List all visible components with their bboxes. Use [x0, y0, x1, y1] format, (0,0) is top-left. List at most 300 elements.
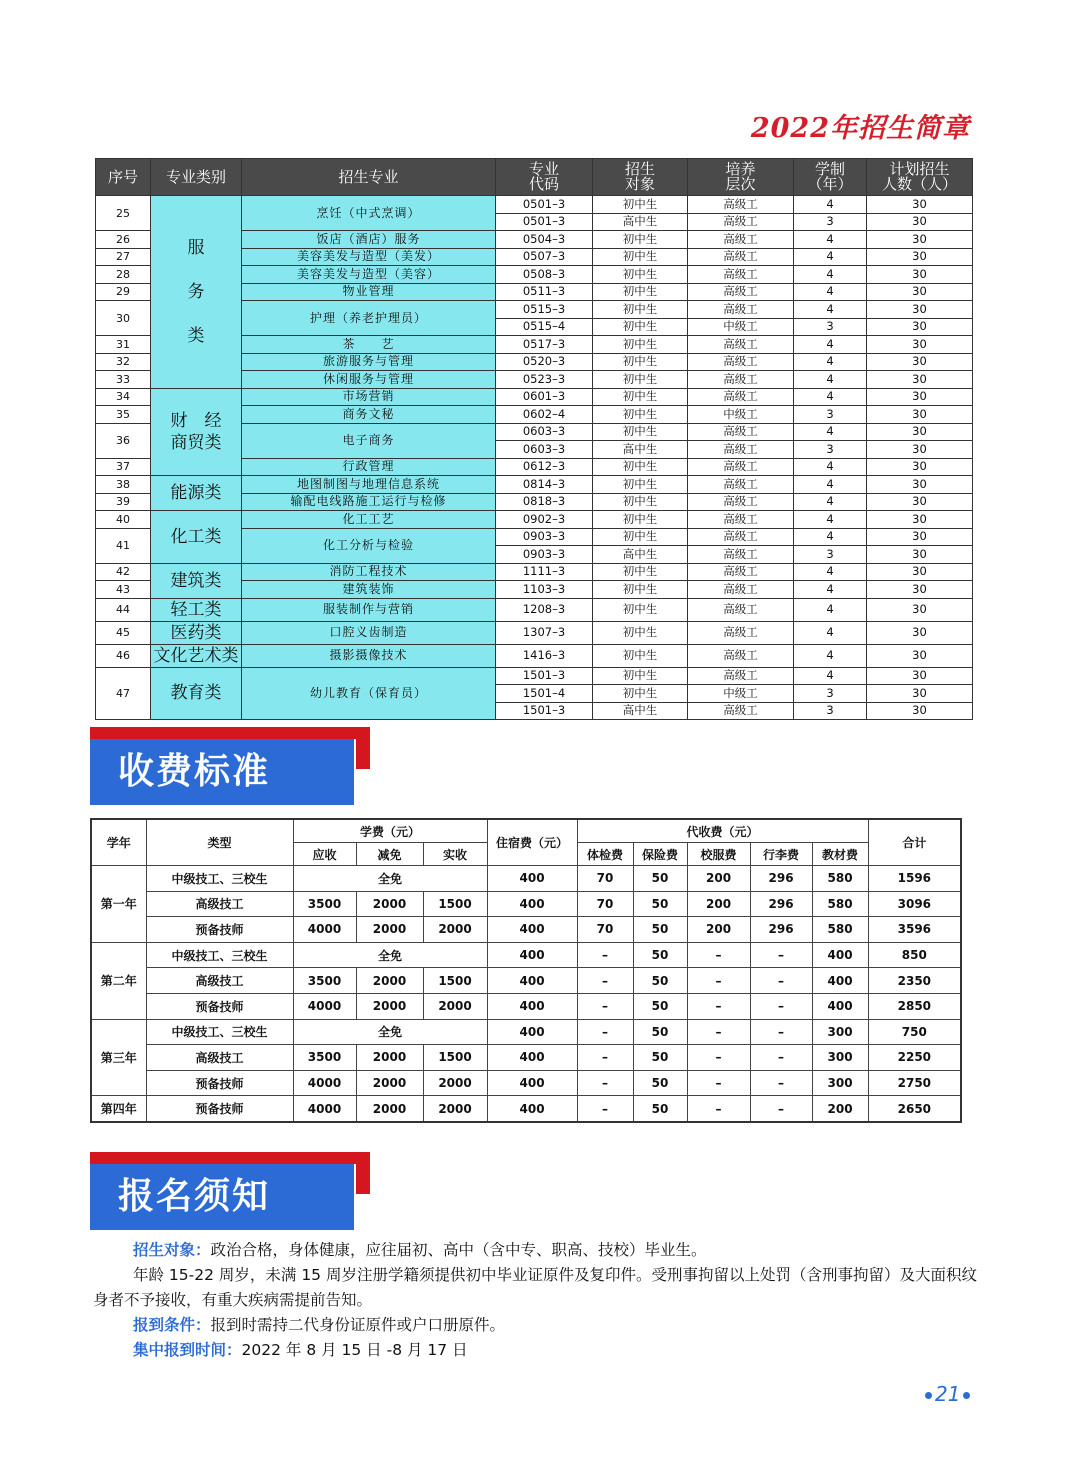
fee-cell: 3096: [868, 891, 961, 917]
data-cell: 4: [794, 511, 867, 529]
data-cell: 30: [867, 283, 973, 301]
registration-section-title: 报名须知: [90, 1164, 354, 1230]
seq-cell: 46: [96, 644, 151, 667]
tuition-cell: 4000: [293, 993, 356, 1019]
time-text: 2022 年 8 月 15 日 -8 月 17 日: [241, 1341, 468, 1359]
registration-notes: [93, 1238, 983, 1363]
fee-cell: 200: [687, 866, 750, 892]
data-cell: 30: [867, 266, 973, 284]
fee-cell: 50: [633, 866, 687, 892]
major-name-cell: 化工工艺: [242, 511, 496, 529]
data-cell: 4: [794, 493, 867, 511]
data-cell: 0517–3: [496, 336, 593, 354]
type-cell: 中级技工、三校生: [146, 1019, 293, 1045]
type-cell: 预备技师: [146, 1096, 293, 1122]
data-cell: 0902–3: [496, 511, 593, 529]
data-cell: 0612–3: [496, 458, 593, 476]
seq-cell: 27: [96, 248, 151, 266]
fee-cell: –: [750, 968, 812, 994]
data-cell: 1208–3: [496, 598, 593, 621]
table-row: [91, 917, 961, 943]
data-cell: 初中生: [593, 283, 688, 301]
data-cell: 4: [794, 581, 867, 599]
fee-cell: –: [750, 1096, 812, 1122]
fees-header-tuition: 学费（元）: [293, 819, 487, 843]
fee-cell: –: [750, 1019, 812, 1045]
data-cell: 30: [867, 213, 973, 231]
major-name-cell: 旅游服务与管理: [242, 353, 496, 371]
data-cell: 高级工: [688, 213, 794, 231]
data-cell: 4: [794, 667, 867, 685]
data-cell: 3: [794, 685, 867, 703]
seq-cell: 31: [96, 336, 151, 354]
table-row: [96, 667, 973, 685]
majors-header-cell: 序号: [96, 159, 151, 196]
tuition-cell: 4000: [293, 917, 356, 943]
tuition-cell: 2000: [356, 1096, 423, 1122]
data-cell: 4: [794, 301, 867, 319]
fee-cell: –: [687, 942, 750, 968]
majors-header-cell: 招生 对象: [593, 159, 688, 196]
fees-section-banner: [90, 727, 370, 807]
seq-cell: 39: [96, 493, 151, 511]
seq-cell: 28: [96, 266, 151, 284]
data-cell: 初中生: [593, 248, 688, 266]
tuition-cell: 2000: [356, 917, 423, 943]
seq-cell: 37: [96, 458, 151, 476]
major-name-cell: 摄影摄像技术: [242, 644, 496, 667]
major-name-cell: 美容美发与造型（美发）: [242, 248, 496, 266]
time-label: 集中报到时间：: [133, 1341, 242, 1359]
data-cell: 高中生: [593, 441, 688, 459]
data-cell: 初中生: [593, 598, 688, 621]
majors-header-cell: 学制 （年）: [794, 159, 867, 196]
data-cell: 初中生: [593, 318, 688, 336]
fee-cell: 50: [633, 968, 687, 994]
data-cell: 0508–3: [496, 266, 593, 284]
fee-cell: 296: [750, 866, 812, 892]
data-cell: 4: [794, 458, 867, 476]
category-cell: 建筑类: [151, 563, 242, 598]
data-cell: 高中生: [593, 213, 688, 231]
data-cell: 30: [867, 441, 973, 459]
data-cell: 0504–3: [496, 231, 593, 249]
year-cell: 第三年: [91, 1019, 146, 1096]
category-cell: 医药类: [151, 621, 242, 644]
fees-header-year: 学年: [91, 819, 146, 866]
major-name-cell: 茶 艺: [242, 336, 496, 354]
fees-header-row: [91, 819, 961, 843]
data-cell: 4: [794, 336, 867, 354]
type-cell: 中级技工、三校生: [146, 866, 293, 892]
data-cell: 初中生: [593, 336, 688, 354]
target-label: 招生对象：: [133, 1241, 211, 1259]
data-cell: 4: [794, 353, 867, 371]
category-cell: 轻工类: [151, 598, 242, 621]
category-cell: 财 经 商贸类: [151, 388, 242, 476]
data-cell: 1501–3: [496, 702, 593, 720]
fee-cell: –: [687, 968, 750, 994]
data-cell: 30: [867, 493, 973, 511]
data-cell: 3: [794, 441, 867, 459]
data-cell: 高级工: [688, 441, 794, 459]
data-cell: 高级工: [688, 621, 794, 644]
fee-cell: 300: [812, 1070, 868, 1096]
category-cell: 能源类: [151, 476, 242, 511]
data-cell: 高级工: [688, 493, 794, 511]
tuition-cell: 2000: [423, 1070, 487, 1096]
data-cell: 30: [867, 353, 973, 371]
tuition-cell: 2000: [356, 1045, 423, 1071]
data-cell: 初中生: [593, 511, 688, 529]
table-row: [96, 388, 973, 406]
data-cell: 30: [867, 667, 973, 685]
major-name-cell: 输配电线路施工运行与检修: [242, 493, 496, 511]
data-cell: 4: [794, 266, 867, 284]
data-cell: 高级工: [688, 371, 794, 389]
data-cell: 30: [867, 231, 973, 249]
data-cell: 高级工: [688, 458, 794, 476]
table-row: [91, 968, 961, 994]
data-cell: 30: [867, 511, 973, 529]
table-row: [91, 1070, 961, 1096]
fees-subheader-cell: 校服费: [687, 843, 750, 866]
fee-cell: –: [687, 1096, 750, 1122]
data-cell: 1501–4: [496, 685, 593, 703]
table-row: [96, 563, 973, 581]
seq-cell: 32: [96, 353, 151, 371]
data-cell: 30: [867, 685, 973, 703]
data-cell: 高级工: [688, 388, 794, 406]
fee-cell: –: [577, 1096, 633, 1122]
fee-cell: 400: [487, 993, 577, 1019]
data-cell: 初中生: [593, 231, 688, 249]
category-cell: 教育类: [151, 667, 242, 720]
tuition-cell: 4000: [293, 1096, 356, 1122]
fees-header-boarding: 住宿费（元）: [487, 819, 577, 866]
fee-cell: –: [750, 1070, 812, 1096]
type-cell: 高级技工: [146, 1045, 293, 1071]
fee-cell: 400: [487, 1096, 577, 1122]
major-name-cell: 消防工程技术: [242, 563, 496, 581]
data-cell: 0603–3: [496, 441, 593, 459]
data-cell: 4: [794, 644, 867, 667]
seq-cell: 25: [96, 196, 151, 231]
fee-cell: 400: [487, 968, 577, 994]
fees-section-title: 收费标准: [90, 739, 354, 805]
tuition-cell: 1500: [423, 968, 487, 994]
tuition-free-cell: 全免: [293, 942, 487, 968]
data-cell: 高级工: [688, 528, 794, 546]
age-text: 年龄 15-22 周岁，未满 15 周岁注册学籍须提供初中毕业证原件及复印件。受刑事拘留以上处罚（含刑事拘留）及大面积纹身者不予接收，有重大疾病需提前告知。: [93, 1266, 977, 1309]
major-name-cell: 护理（养老护理员）: [242, 301, 496, 336]
major-name-cell: 地图制图与地理信息系统: [242, 476, 496, 494]
table-row: [96, 511, 973, 529]
fee-cell: –: [577, 1019, 633, 1045]
table-row: [91, 942, 961, 968]
dot-icon: [963, 1392, 970, 1399]
seq-cell: 45: [96, 621, 151, 644]
fee-cell: 300: [812, 1019, 868, 1045]
data-cell: 3: [794, 546, 867, 564]
fee-cell: 50: [633, 1096, 687, 1122]
fee-cell: 400: [487, 942, 577, 968]
data-cell: 高级工: [688, 667, 794, 685]
tuition-cell: 2000: [423, 1096, 487, 1122]
fees-subheader-cell: 减免: [356, 843, 423, 866]
fee-cell: –: [577, 942, 633, 968]
data-cell: 高级工: [688, 266, 794, 284]
data-cell: 3: [794, 318, 867, 336]
data-cell: 30: [867, 702, 973, 720]
fee-cell: 200: [687, 891, 750, 917]
data-cell: 初中生: [593, 476, 688, 494]
data-cell: 高级工: [688, 353, 794, 371]
tuition-cell: 2000: [356, 1070, 423, 1096]
data-cell: 高级工: [688, 231, 794, 249]
fee-cell: 580: [812, 866, 868, 892]
data-cell: 4: [794, 621, 867, 644]
major-name-cell: 幼儿教育（保育员）: [242, 667, 496, 720]
data-cell: 0601–3: [496, 388, 593, 406]
major-name-cell: 商务文秘: [242, 406, 496, 424]
target-text: 政治合格，身体健康，应往届初、高中（含中专、职高、技校）毕业生。: [210, 1241, 707, 1259]
data-cell: 3: [794, 702, 867, 720]
data-cell: 1307–3: [496, 621, 593, 644]
year-cell: 第二年: [91, 942, 146, 1019]
fee-cell: 3596: [868, 917, 961, 943]
data-cell: 0507–3: [496, 248, 593, 266]
data-cell: 1111–3: [496, 563, 593, 581]
fee-cell: 296: [750, 917, 812, 943]
category-cell: 化工类: [151, 511, 242, 564]
tuition-cell: 3500: [293, 1045, 356, 1071]
fee-cell: 580: [812, 917, 868, 943]
category-cell: 服 务 类: [151, 196, 242, 389]
fee-cell: 2850: [868, 993, 961, 1019]
fee-cell: –: [750, 1045, 812, 1071]
data-cell: 初中生: [593, 388, 688, 406]
data-cell: 高级工: [688, 702, 794, 720]
data-cell: 中级工: [688, 406, 794, 424]
seq-cell: 33: [96, 371, 151, 389]
seq-cell: 44: [96, 598, 151, 621]
fee-cell: 1596: [868, 866, 961, 892]
fee-cell: 400: [487, 866, 577, 892]
year-cell: 第一年: [91, 866, 146, 943]
fee-cell: 580: [812, 891, 868, 917]
tuition-free-cell: 全免: [293, 866, 487, 892]
fee-cell: 400: [487, 1070, 577, 1096]
type-cell: 预备技师: [146, 1070, 293, 1096]
data-cell: 30: [867, 318, 973, 336]
tuition-cell: 3500: [293, 891, 356, 917]
data-cell: 初中生: [593, 266, 688, 284]
data-cell: 30: [867, 371, 973, 389]
data-cell: 4: [794, 371, 867, 389]
tuition-cell: 2000: [356, 891, 423, 917]
data-cell: 0515–3: [496, 301, 593, 319]
table-row: [91, 1096, 961, 1122]
type-cell: 高级技工: [146, 891, 293, 917]
data-cell: 初中生: [593, 423, 688, 441]
dot-icon: [925, 1392, 932, 1399]
data-cell: 初中生: [593, 621, 688, 644]
data-cell: 0814–3: [496, 476, 593, 494]
table-row: [91, 1019, 961, 1045]
fees-subheader-cell: 应收: [293, 843, 356, 866]
fee-cell: 400: [812, 942, 868, 968]
fee-cell: 400: [812, 968, 868, 994]
data-cell: 初中生: [593, 581, 688, 599]
seq-cell: 36: [96, 423, 151, 458]
data-cell: 30: [867, 388, 973, 406]
major-name-cell: 口腔义齿制造: [242, 621, 496, 644]
seq-cell: 40: [96, 511, 151, 529]
major-name-cell: 物业管理: [242, 283, 496, 301]
data-cell: 初中生: [593, 685, 688, 703]
data-cell: 1416–3: [496, 644, 593, 667]
fees-subheader-cell: 体检费: [577, 843, 633, 866]
type-cell: 中级技工、三校生: [146, 942, 293, 968]
data-cell: 高级工: [688, 476, 794, 494]
fee-cell: 400: [487, 917, 577, 943]
fee-cell: –: [687, 1070, 750, 1096]
seq-cell: 42: [96, 563, 151, 581]
data-cell: 4: [794, 598, 867, 621]
data-cell: 高级工: [688, 546, 794, 564]
report-label: 报到条件：: [133, 1316, 211, 1334]
data-cell: 4: [794, 388, 867, 406]
fees-subheader-cell: 行李费: [750, 843, 812, 866]
data-cell: 4: [794, 248, 867, 266]
fee-cell: 50: [633, 942, 687, 968]
fee-cell: 50: [633, 917, 687, 943]
data-cell: 30: [867, 546, 973, 564]
fee-cell: 50: [633, 1019, 687, 1045]
data-cell: 3: [794, 213, 867, 231]
data-cell: 30: [867, 196, 973, 214]
data-cell: 高级工: [688, 644, 794, 667]
tuition-cell: 3500: [293, 968, 356, 994]
table-row: [91, 891, 961, 917]
data-cell: 高级工: [688, 336, 794, 354]
seq-cell: 43: [96, 581, 151, 599]
data-cell: 30: [867, 581, 973, 599]
data-cell: 4: [794, 476, 867, 494]
data-cell: 4: [794, 563, 867, 581]
data-cell: 0903–3: [496, 546, 593, 564]
seq-cell: 29: [96, 283, 151, 301]
data-cell: 30: [867, 563, 973, 581]
data-cell: 30: [867, 458, 973, 476]
data-cell: 高级工: [688, 196, 794, 214]
table-row: [91, 866, 961, 892]
data-cell: 初中生: [593, 196, 688, 214]
seq-cell: 34: [96, 388, 151, 406]
data-cell: 初中生: [593, 458, 688, 476]
data-cell: 30: [867, 406, 973, 424]
type-cell: 高级技工: [146, 968, 293, 994]
report-text: 报到时需持二代身份证原件或户口册原件。: [210, 1316, 506, 1334]
fee-cell: 400: [487, 1019, 577, 1045]
data-cell: 30: [867, 476, 973, 494]
major-name-cell: 化工分析与检验: [242, 528, 496, 563]
data-cell: 初中生: [593, 371, 688, 389]
type-cell: 预备技师: [146, 993, 293, 1019]
brochure-title: 2022年招生简章: [750, 113, 970, 144]
fee-cell: 200: [812, 1096, 868, 1122]
tuition-cell: 2000: [356, 993, 423, 1019]
data-cell: 0501–3: [496, 196, 593, 214]
fee-cell: 296: [750, 891, 812, 917]
data-cell: 高级工: [688, 598, 794, 621]
data-cell: 高级工: [688, 301, 794, 319]
fee-cell: –: [750, 942, 812, 968]
fee-cell: 2350: [868, 968, 961, 994]
fee-cell: –: [577, 1045, 633, 1071]
data-cell: 1501–3: [496, 667, 593, 685]
data-cell: 0501–3: [496, 213, 593, 231]
seq-cell: 26: [96, 231, 151, 249]
fee-cell: –: [687, 1019, 750, 1045]
majors-table-header: [96, 159, 973, 196]
data-cell: 初中生: [593, 301, 688, 319]
major-name-cell: 行政管理: [242, 458, 496, 476]
seq-cell: 41: [96, 528, 151, 563]
data-cell: 初中生: [593, 406, 688, 424]
fee-cell: 850: [868, 942, 961, 968]
major-name-cell: 市场营销: [242, 388, 496, 406]
tuition-cell: 1500: [423, 891, 487, 917]
data-cell: 高级工: [688, 423, 794, 441]
fee-cell: 70: [577, 917, 633, 943]
data-cell: 0520–3: [496, 353, 593, 371]
tuition-free-cell: 全免: [293, 1019, 487, 1045]
data-cell: 高级工: [688, 283, 794, 301]
fees-subheader-cell: 教材费: [812, 843, 868, 866]
tuition-cell: 1500: [423, 1045, 487, 1071]
fee-cell: 50: [633, 993, 687, 1019]
fees-header-total: 合计: [868, 819, 961, 866]
fee-cell: 2250: [868, 1045, 961, 1071]
page-number-text: 21: [935, 1382, 961, 1406]
data-cell: 高级工: [688, 511, 794, 529]
fees-subheader-cell: 实收: [423, 843, 487, 866]
data-cell: 中级工: [688, 318, 794, 336]
tuition-cell: 2000: [423, 993, 487, 1019]
fee-cell: –: [687, 1045, 750, 1071]
table-row: [96, 598, 973, 621]
majors-header-cell: 培养 层次: [688, 159, 794, 196]
seq-cell: 47: [96, 667, 151, 720]
fee-cell: –: [750, 993, 812, 1019]
fee-cell: 750: [868, 1019, 961, 1045]
data-cell: 初中生: [593, 353, 688, 371]
category-cell: 文化艺术类: [151, 644, 242, 667]
fee-cell: 50: [633, 1045, 687, 1071]
year-cell: 第四年: [91, 1096, 146, 1122]
data-cell: 30: [867, 336, 973, 354]
data-cell: 初中生: [593, 528, 688, 546]
data-cell: 30: [867, 423, 973, 441]
data-cell: 4: [794, 423, 867, 441]
data-cell: 30: [867, 301, 973, 319]
registration-section-banner: [90, 1152, 370, 1232]
major-name-cell: 电子商务: [242, 423, 496, 458]
tuition-cell: 2000: [356, 968, 423, 994]
fee-cell: 50: [633, 1070, 687, 1096]
